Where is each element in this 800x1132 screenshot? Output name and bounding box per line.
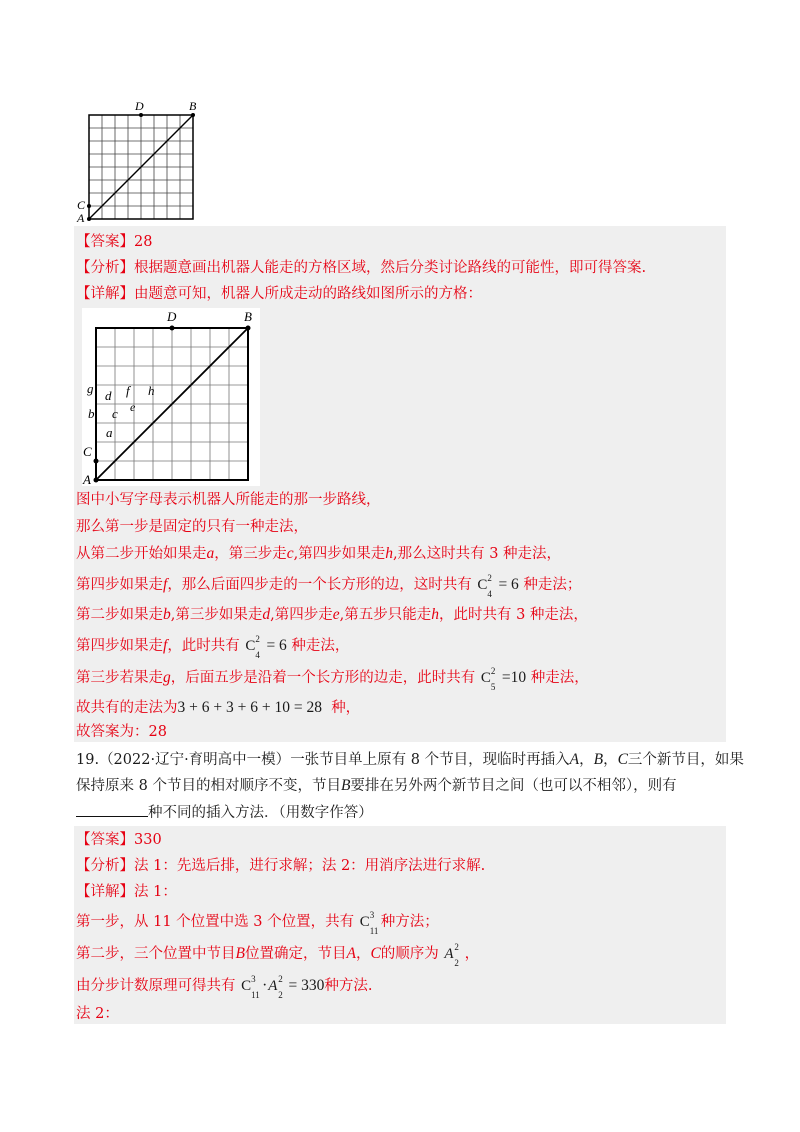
q18-line-9: 故答案为：28 — [76, 724, 167, 740]
label-g: g — [87, 381, 94, 396]
label-C: C — [83, 444, 92, 459]
label-e: e — [130, 400, 136, 414]
q18-line-3: 从第二步开始如果走a，第三步走c,第四步如果走h,那么这时共有 3 种走法， — [76, 545, 562, 562]
q18-line-1: 图中小写字母表示机器人所能走的那一步路线， — [76, 492, 381, 508]
q18-line-6: 第四步如果走f，此时共有 C 2 4 = 6 种走法， — [76, 634, 350, 660]
q19-detail: 【详解】法 1： — [76, 884, 177, 900]
label-A: A — [83, 472, 91, 486]
label-h: h — [148, 383, 155, 398]
combination-C-11-3: C 3 11 — [359, 910, 379, 936]
q18-line-8: 故共有的走法为3 + 6 + 3 + 6 + 10 = 28 种， — [76, 699, 361, 716]
q18-detail: 【详解】由题意可知，机器人所成走动的路线如图所示的方格： — [76, 286, 482, 302]
combination-C-5-2: C 2 5 =10 — [480, 666, 527, 692]
q19-method-2: 法 2： — [76, 1006, 119, 1022]
q18-line-5: 第二步如果走b,第三步如果走d,第四步走e,第五步只能走h，此时共有 3 种走法， — [76, 606, 588, 623]
label-c: c — [112, 406, 118, 421]
arrangement-A-2-2: A 2 2 — [444, 942, 459, 968]
combination-C-4-2: C 2 4 = 6 — [245, 634, 287, 660]
q19-stem-line-2: 保持原来 8 个节目的相对顺序不变，节目B要排在另外两个新节目之间（也可以不相邻），则有 — [76, 777, 677, 794]
answer-blank — [76, 802, 148, 817]
grid-figure-small — [74, 98, 204, 222]
label-d: d — [105, 388, 112, 403]
q18-line-4: 第四步如果走f，那么后面四步走的一个长方形的边，这时共有 C 2 4 = 6 种走法； — [76, 573, 582, 599]
label-B: B — [189, 99, 197, 113]
label-D: D — [135, 99, 144, 113]
q19-answer: 【答案】330 — [76, 832, 162, 848]
q18-line-2: 那么第一步是固定的只有一种走法， — [76, 519, 308, 535]
label-A: A — [77, 211, 85, 222]
label-f: f — [126, 383, 130, 398]
q19-analysis: 【分析】法 1：先选后排，进行求解；法 2：用消序法进行求解. — [76, 858, 486, 874]
q18-answer: 【答案】28 — [76, 234, 153, 250]
q19-step-1: 第一步，从 11 个位置中选 3 个位置，共有 C 3 11 种方法； — [76, 910, 439, 936]
q19-step-3: 由分步计数原理可得共有 C 3 11 ·A 2 2 = 330种方法. — [76, 974, 373, 1000]
combination-C-4-2: C 2 4 = 6 — [477, 573, 519, 599]
label-B: B — [244, 309, 252, 324]
label-C: C — [77, 198, 86, 212]
q19-step-2: 第二步，三个位置中节目B位置确定，节目A，C的顺序为 A 2 2 ， — [76, 942, 480, 968]
label-D: D — [167, 309, 177, 324]
label-b: b — [88, 406, 95, 421]
formula-C11-3-A2-2: C 3 11 ·A 2 2 = 330 — [241, 974, 325, 1000]
q18-analysis: 【分析】根据题意画出机器人能走的方格区域，然后分类讨论路线的可能性，即可得答案. — [76, 260, 647, 276]
q18-line-7: 第三步若果走g，后面五步是沿着一个长方形的边走，此时共有 C 2 5 =10 种走法， — [76, 666, 589, 692]
grid-figure-large — [82, 308, 260, 486]
label-a: a — [106, 425, 113, 440]
q19-stem-line-1: 19.（2022·辽宁·育明高中一模）一张节目单上原有 8 个节目，现临时再插入A，B，C三个新节目，如果 — [76, 751, 744, 768]
q19-stem-line-3: 种不同的插入方法．（用数字作答） — [76, 802, 373, 823]
